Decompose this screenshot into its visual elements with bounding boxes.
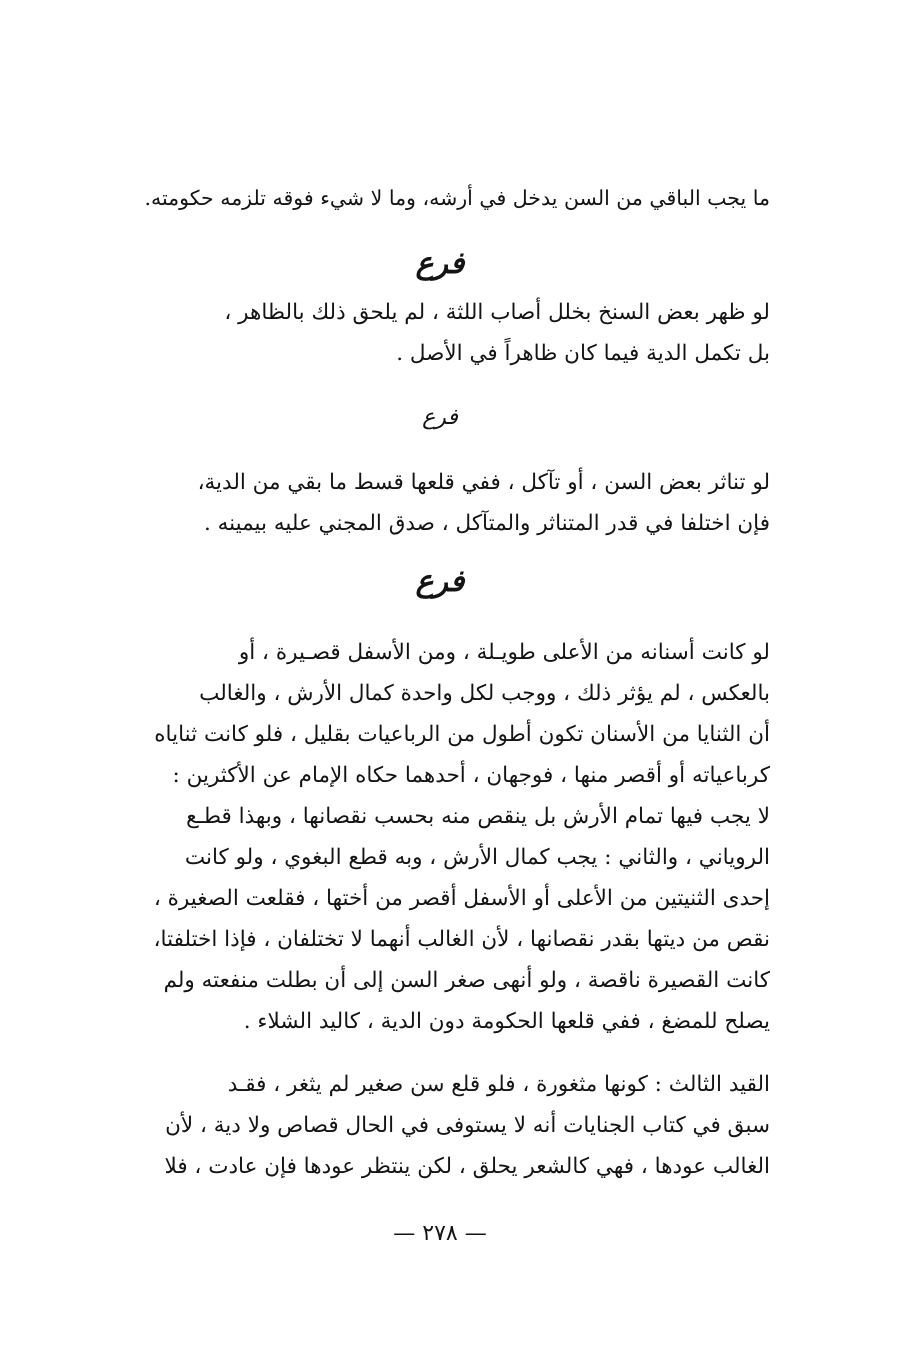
section-paragraph [110, 632, 770, 1042]
text-line: الغالب عودها ، فهي كالشعر يحلق ، لكن ينتظر عودها فإن عادت ، فلا [164, 1154, 770, 1179]
section-paragraph [110, 292, 770, 374]
opening-paragraph [110, 178, 770, 219]
closing-paragraph [110, 1064, 770, 1187]
text-line: بالعكس ، لم يؤثر ذلك ، ووجب لكل واحدة كمال الأرش ، والغالب [199, 681, 770, 706]
page-number: — ٢٧٨ — [393, 1221, 487, 1246]
text-line: القيد الثالث : كونها مثغورة ، فلو قلع سن صغير لم يثغر ، فقـد [227, 1072, 770, 1097]
text-line: يصلح للمضغ ، ففي قلعها الحكومة دون الدية ، كاليد الشلاء . [243, 1009, 770, 1034]
text-line: أن الثنايا من الأسنان تكون أطول من الرباعيات بقليل ، فلو كانت ثناياه [154, 722, 770, 747]
section-heading: فرع [415, 564, 465, 599]
text-line: كانت القصيرة ناقصة ، ولو أنهى صغر السن إلى أن بطلت منفعته ولم [163, 968, 770, 993]
text-line: الروياني ، والثاني : يجب كمال الأرش ، وبه قطع البغوي ، ولو كانت [184, 845, 770, 870]
book-page [110, 0, 770, 1372]
text-line: لو كانت أسنانه من الأعلى طويـلة ، ومن الأسفل قصـيرة ، أو [238, 640, 770, 665]
section-heading: فرع [415, 246, 465, 281]
text-line: نقص من ديتها بقدر نقصانها ، لأن الغالب أنهما لا تختلفان ، فإذا اختلفتا، [153, 927, 770, 952]
section-paragraph [110, 462, 770, 544]
text-line: لا يجب فيها تمام الأرش بل ينقص منه بحسب نقصانها ، وبهذا قطـع [186, 804, 770, 829]
text-line: بل تكمل الدية فيما كان ظاهراً في الأصل . [396, 341, 770, 366]
text-line: ما يجب الباقي من السن يدخل في أرشه، وما لا شيء فوقه تلزمه حكومته. [144, 186, 770, 210]
text-line: لو تناثر بعض السن ، أو تآكل ، ففي قلعها قسط ما بقي من الدية، [197, 470, 770, 495]
text-line: سبق في كتاب الجنايات أنه لا يستوفى في الحال قصاص ولا دية ، لأن [165, 1113, 770, 1138]
text-line: لو ظهر بعض السنخ بخلل أصاب اللثة ، لم يلحق ذلك بالظاهر ، [224, 300, 770, 325]
text-line: إحدى الثنيتين من الأعلى أو الأسفل أقصر من أختها ، فقلعت الصغيرة ، [153, 886, 770, 911]
text-line: فإن اختلفا في قدر المتناثر والمتآكل ، صدق المجني عليه بيمينه . [203, 511, 770, 536]
text-line: كرباعياته أو أقصر منها ، فوجهان ، أحدهما حكاه الإمام عن الأكثرين : [172, 763, 770, 788]
section-heading: فرع [422, 405, 458, 430]
